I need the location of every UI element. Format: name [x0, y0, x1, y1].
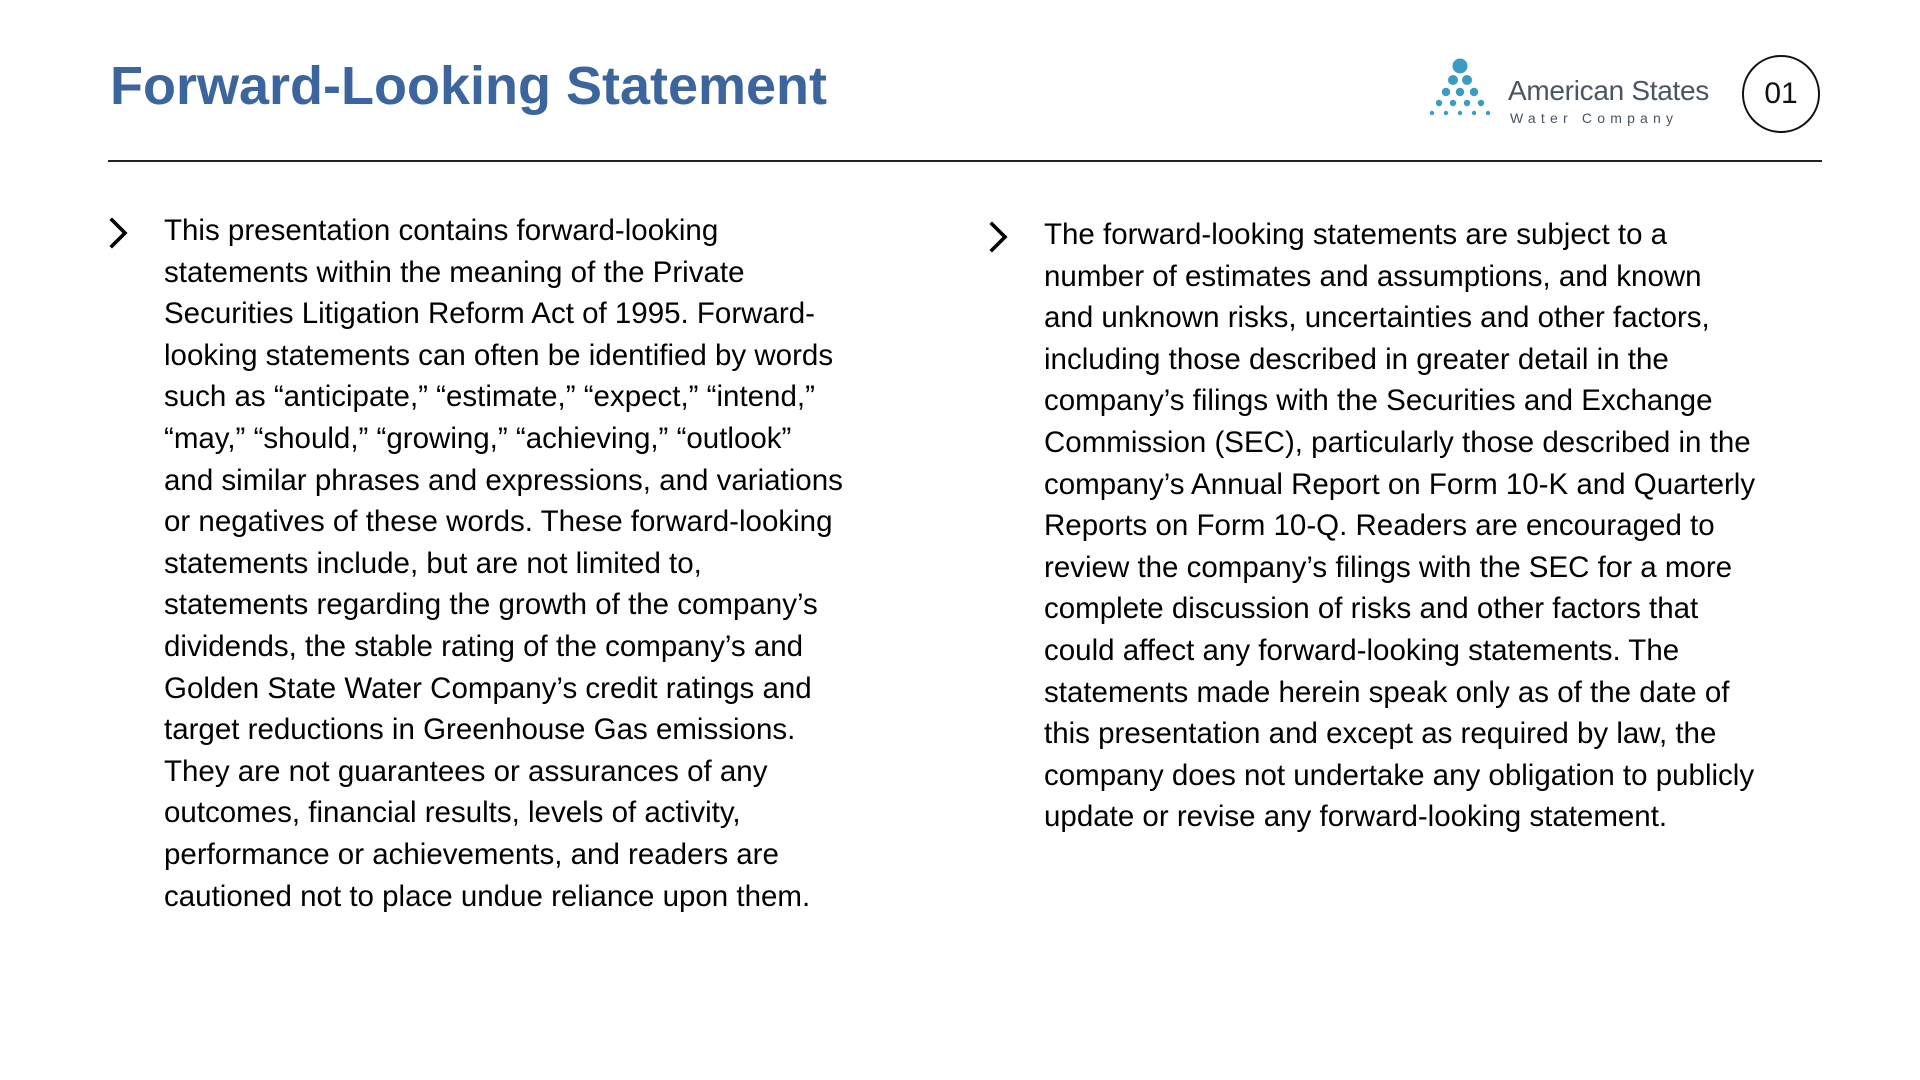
text-line: could affect any forward-looking statements. The — [1044, 633, 1680, 667]
text-line: including those described in greater detail in the — [1044, 342, 1669, 376]
company-logo — [1420, 58, 1720, 128]
text-line: Reports on Form 10-Q. Readers are encouraged to — [1044, 509, 1715, 543]
page-number: 01 — [1764, 77, 1798, 110]
text-line: company does not undertake any obligation to publicly — [1044, 758, 1755, 792]
page-title: Forward-Looking Statement — [110, 56, 828, 116]
text-line: outcomes, financial results, levels of activity, — [164, 796, 741, 830]
text-line: company’s filings with the Securities and Exchange — [1044, 384, 1713, 418]
text-line: statements made herein speak only as of the date of — [1044, 675, 1730, 709]
page-number-badge — [1742, 55, 1820, 133]
text-line: performance or achievements, and readers are — [164, 837, 779, 871]
text-line: target reductions in Greenhouse Gas emissions. — [164, 713, 796, 747]
text-line: cautioned not to place undue reliance upon them. — [164, 879, 811, 913]
text-line: statements within the meaning of the Private — [164, 255, 745, 289]
bullet-text-left — [164, 210, 924, 917]
text-line: Commission (SEC), particularly those described in the — [1044, 425, 1751, 459]
text-line: statements include, but are not limited to, — [164, 546, 702, 580]
water-drops-triangle-icon — [1420, 58, 1500, 128]
text-line: Securities Litigation Reform Act of 1995. Forward- — [164, 297, 815, 331]
text-line: dividends, the stable rating of the company’s and — [164, 629, 804, 663]
text-line: such as “anticipate,” “estimate,” “expect,” “intend,” — [164, 380, 815, 414]
text-line: Golden State Water Company’s credit ratings and — [164, 671, 812, 705]
text-line: looking statements can often be identified by words — [164, 338, 834, 372]
chevron-right-icon — [106, 216, 132, 250]
text-line: and unknown risks, uncertainties and other factors, — [1044, 301, 1710, 335]
text-line: and similar phrases and expressions, and variations — [164, 463, 843, 497]
text-line: this presentation and except as required by law, the — [1044, 717, 1717, 751]
text-line: number of estimates and assumptions, and known — [1044, 259, 1702, 293]
text-line: update or revise any forward-looking statement. — [1044, 800, 1668, 834]
header-divider — [108, 160, 1822, 162]
text-line: The forward-looking statements are subject to a — [1044, 218, 1668, 251]
text-line: They are not guarantees or assurances of any — [164, 754, 768, 788]
text-line: “may,” “should,” “growing,” “achieving,” “outlook” — [164, 421, 792, 455]
logo-subtitle: Water Company — [1510, 110, 1679, 126]
text-line: company’s Annual Report on Form 10-K and Quarterly — [1044, 467, 1756, 501]
bullet-text-right — [1044, 214, 1826, 838]
text-line: complete discussion of risks and other factors that — [1044, 592, 1699, 626]
chevron-right-icon — [986, 220, 1012, 254]
text-line: statements regarding the growth of the company’s — [164, 588, 818, 622]
text-line: or negatives of these words. These forward-looking — [164, 505, 833, 539]
logo-name: American States — [1508, 75, 1709, 106]
text-line: This presentation contains forward-looking — [164, 214, 719, 247]
text-line: review the company’s filings with the SEC for a more — [1044, 550, 1733, 584]
